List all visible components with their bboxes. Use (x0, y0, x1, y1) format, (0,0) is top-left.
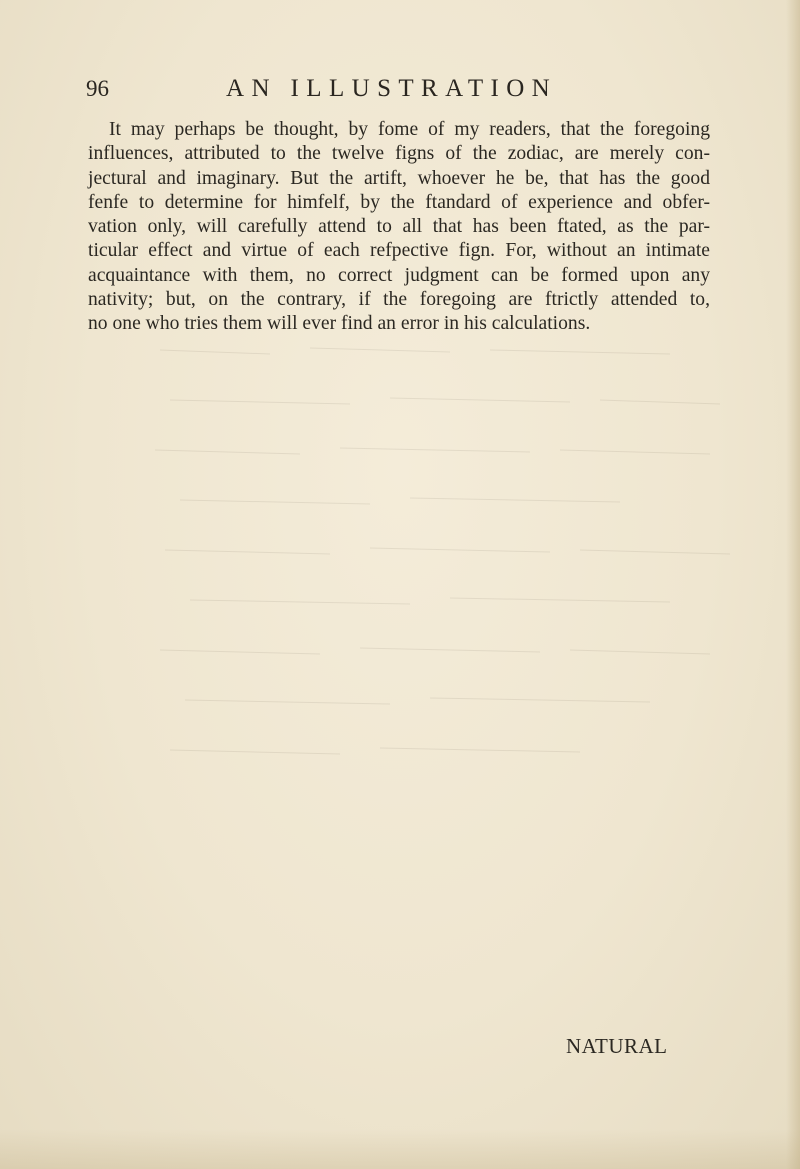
text-line: It may perhaps be thought, by fome of my readers, that the foregoing (109, 119, 710, 140)
text-line: influences, attributed to the twelve figns of the zodiac, are merely con- (88, 143, 710, 165)
text-line: fenfe to determine for himfelf, by the ftandard of experience and obfer- (88, 191, 710, 213)
catchword: NATURAL (566, 1034, 668, 1058)
text-line: ticular effect and virtue of each refpective fign. For, without an intimate (88, 240, 710, 262)
text-line: nativity; but, on the contrary, if the foregoing are ftrictly attended to, (88, 289, 710, 311)
show-through-texture (150, 330, 740, 790)
text-line: acquaintance with them, no correct judgment can be formed upon any (88, 264, 710, 286)
page-bottom-shadow (0, 1129, 800, 1169)
text-line: vation only, will carefully attend to all that has been ftated, as the par- (88, 216, 710, 238)
body-paragraph (88, 118, 710, 337)
running-head-title: AN ILLUSTRATION (226, 75, 558, 102)
text-line: jectural and imaginary. But the artift, whoever he be, that has the good (88, 167, 710, 189)
page-edge-shadow (786, 0, 800, 1169)
text-line: no one who tries them will ever find an error in his calculations. (88, 313, 591, 335)
running-header (86, 74, 706, 108)
page-number: 96 (86, 76, 109, 101)
